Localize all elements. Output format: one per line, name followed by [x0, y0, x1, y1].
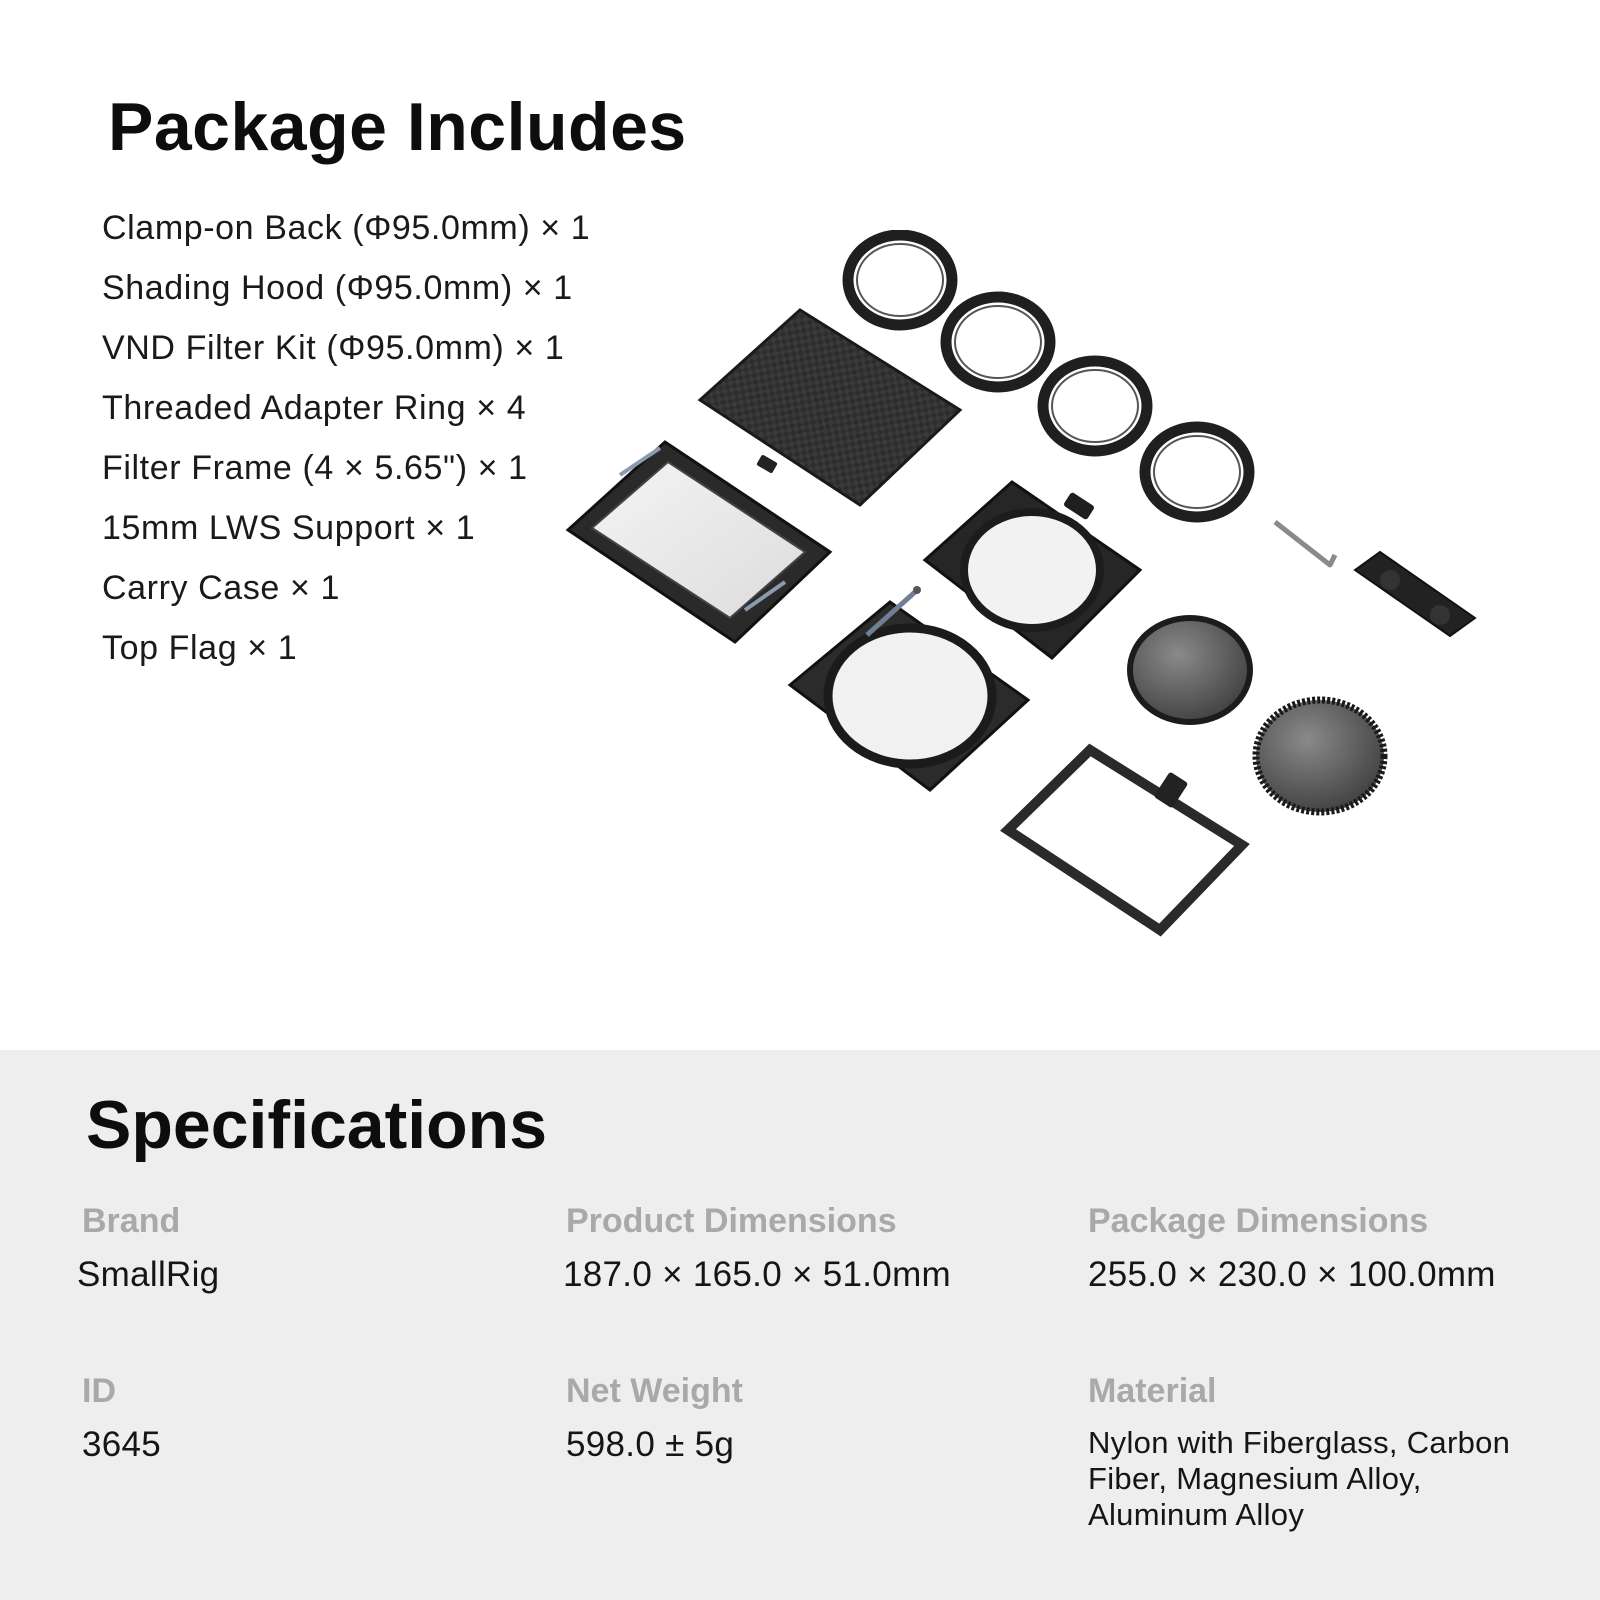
spec-label: Product Dimensions: [566, 1202, 897, 1240]
package-item: Shading Hood (Φ95.0mm) × 1: [102, 269, 573, 307]
adapter-ring: [1145, 427, 1249, 517]
spec-label: Package Dimensions: [1088, 1202, 1429, 1240]
spec-product-dimensions: [563, 1202, 1046, 1295]
package-item: 15mm LWS Support × 1: [102, 509, 476, 547]
package-item: Clamp-on Back (Φ95.0mm) × 1: [102, 209, 591, 247]
spec-value: 255.0 × 230.0 × 100.0mm: [1088, 1255, 1496, 1294]
specifications-section: [0, 1050, 1600, 1600]
spec-label: Material: [1088, 1372, 1217, 1410]
spec-net-weight: [566, 1372, 1046, 1465]
spec-value: 3645: [82, 1425, 162, 1464]
package-item: VND Filter Kit (Φ95.0mm) × 1: [102, 329, 565, 367]
clamp-on-back: [568, 442, 830, 642]
spec-value: 598.0 ± 5g: [566, 1425, 735, 1464]
package-item: Carry Case × 1: [102, 569, 340, 607]
vnd-filter: [1256, 700, 1384, 812]
lws-support: [1355, 552, 1475, 636]
package-item: Top Flag × 1: [102, 629, 298, 667]
spec-value: Nylon with Fiberglass, Carbon Fiber, Magnesium Alloy, Aluminum Alloy: [1088, 1425, 1511, 1532]
package-item: Threaded Adapter Ring × 4: [102, 389, 527, 427]
filter-frame: [1008, 750, 1242, 930]
adapter-ring: [946, 297, 1050, 387]
spec-label: ID: [82, 1372, 116, 1410]
spec-value: 187.0 × 165.0 × 51.0mm: [563, 1255, 951, 1294]
top-flag-plate: [700, 310, 960, 505]
top-flag-mount: [756, 454, 778, 473]
package-items-list: [102, 198, 590, 678]
adapter-ring: [1043, 361, 1147, 451]
vnd-filter: [1130, 618, 1250, 722]
matte-box-frame: [925, 482, 1140, 658]
adapter-ring: [848, 235, 952, 325]
spec-value: SmallRig: [77, 1255, 220, 1294]
spec-package-dimensions: [1088, 1202, 1568, 1295]
spec-id: [82, 1372, 562, 1465]
spec-brand: [77, 1202, 562, 1295]
spec-label: Net Weight: [566, 1372, 743, 1410]
allen-key: [1275, 522, 1335, 565]
spec-material: [1088, 1372, 1568, 1533]
package-item: Filter Frame (4 × 5.65") × 1: [102, 449, 528, 487]
spec-label: Brand: [82, 1202, 181, 1240]
specifications-title: Specifications: [86, 1087, 548, 1163]
product-kit-photo: [560, 230, 1560, 990]
package-includes-title: Package Includes: [108, 89, 687, 165]
